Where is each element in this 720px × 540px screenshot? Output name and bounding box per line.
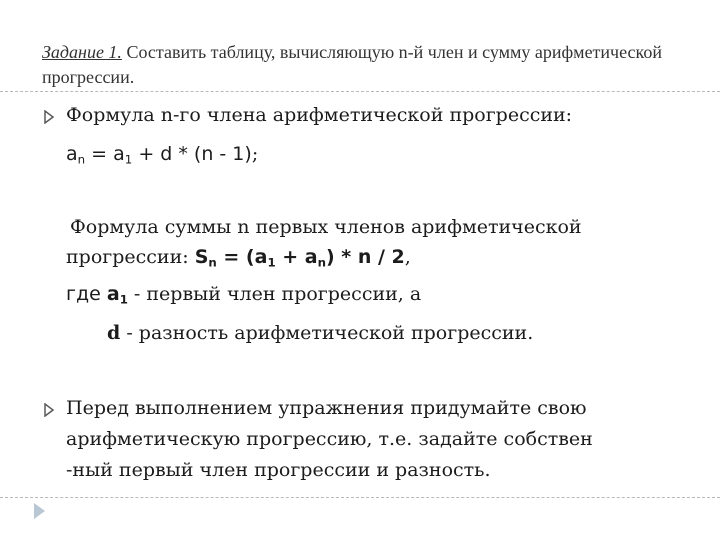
title-text: Составить таблицу, вычисляющую n-й член и сумму арифметической прогрессии. bbox=[42, 42, 662, 87]
bullet-arrow-icon bbox=[44, 110, 54, 124]
footer-divider bbox=[0, 497, 720, 498]
exercise-line2: арифметическую прогрессию, т.е. задайте собствен bbox=[66, 428, 593, 450]
slide-title bbox=[42, 40, 682, 90]
bullet-arrow-icon bbox=[44, 403, 54, 417]
nth-term-intro: Формула n-го члена арифметической прогрессии: bbox=[66, 104, 573, 126]
task-label: Задание 1. bbox=[42, 42, 122, 62]
sum-formula: $S_n = (a_1 + a_n) * n / 2$ bbox=[194, 246, 405, 270]
sum-intro-line1: Формула суммы n первых членов арифметической bbox=[70, 216, 582, 238]
a1-definition-line: где $a_1$ - первый член прогрессии, а bbox=[66, 283, 422, 307]
exercise-line3: -ный первый член прогрессии и разность. bbox=[66, 459, 491, 481]
next-slide-icon[interactable] bbox=[34, 503, 45, 519]
exercise-line1: Перед выполнением упражнения придумайте свою bbox=[66, 397, 587, 419]
d-definition-line: d - разность арифметической прогрессии. bbox=[107, 322, 534, 344]
a1-term: $a_1$ bbox=[106, 283, 128, 307]
sum-formula-line: прогрессии: $S_n = (a_1 + a_n) * n / 2$, bbox=[66, 246, 411, 270]
nth-term-formula: $a_n = a_1 + d * (n - 1)$; bbox=[66, 143, 259, 167]
d-term: d bbox=[107, 322, 121, 344]
title-divider bbox=[0, 91, 720, 92]
